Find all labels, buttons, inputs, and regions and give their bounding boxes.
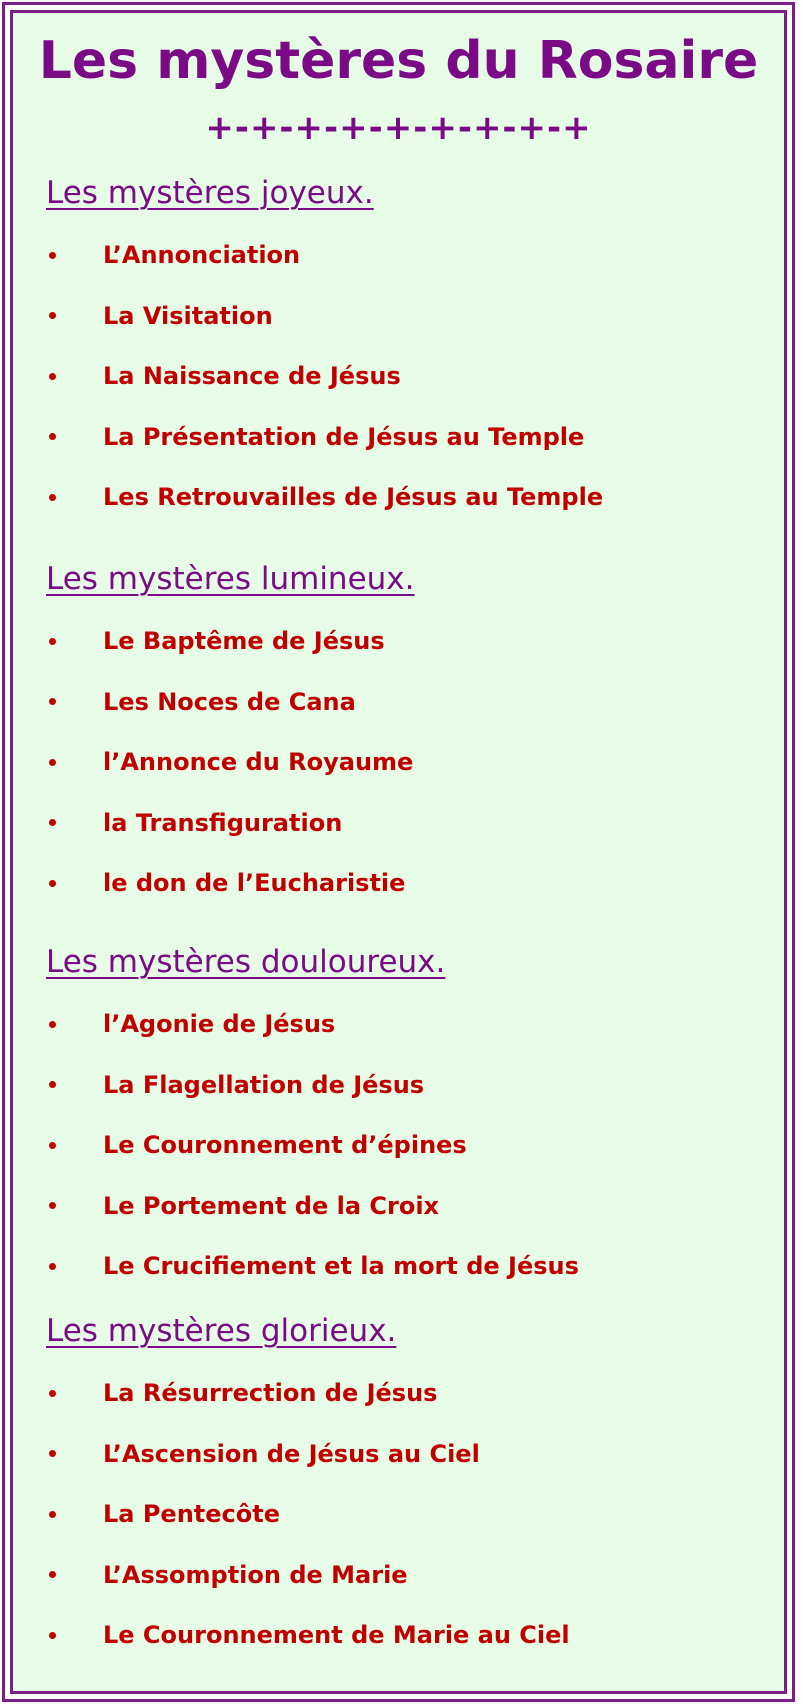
bullet-icon — [49, 1511, 56, 1518]
list-item-label: l’Agonie de Jésus — [103, 1010, 336, 1039]
list-item-label: La Naissance de Jésus — [103, 362, 401, 391]
list-item — [46, 1545, 764, 1606]
list-item — [46, 994, 764, 1055]
list-item-label: la Transfiguration — [103, 808, 343, 837]
bullet-icon — [49, 1202, 56, 1209]
list-item-label: La Résurrection de Jésus — [103, 1379, 438, 1408]
section-heading: Les mystères douloureux. — [46, 944, 446, 980]
bullet-icon — [49, 1021, 56, 1028]
bullet-icon — [49, 1450, 56, 1457]
bullet-icon — [49, 1390, 56, 1397]
page-title: Les mystères du Rosaire — [38, 31, 759, 91]
bullet-icon — [49, 698, 56, 705]
bullet-icon — [49, 880, 56, 887]
list-item — [46, 611, 764, 672]
list-item — [46, 1055, 764, 1116]
list-item-label: Le Couronnement d’épines — [103, 1131, 467, 1160]
list-item — [46, 672, 764, 733]
list-item — [46, 346, 764, 407]
list-item — [46, 286, 764, 347]
bullet-icon — [49, 1263, 56, 1270]
section-heading: Les mystères glorieux. — [46, 1313, 397, 1349]
list-item-label: Le Couronnement de Marie au Ciel — [103, 1621, 570, 1650]
section-glorious — [46, 1311, 764, 1666]
list-item — [46, 467, 764, 528]
list-item — [46, 732, 764, 793]
list-item — [46, 225, 764, 286]
list-item-label: L’Assomption de Marie — [103, 1560, 408, 1589]
bullet-icon — [49, 494, 56, 501]
bullet-icon — [49, 252, 56, 259]
list-item — [46, 793, 764, 854]
title-decoration: +-+-+-+-+-+-+-+-+ — [205, 108, 592, 148]
bullet-icon — [49, 1632, 56, 1639]
bullet-icon — [49, 759, 56, 766]
list-item-label: La Flagellation de Jésus — [103, 1070, 425, 1099]
list-item — [46, 1236, 764, 1297]
mystery-list — [46, 1363, 764, 1666]
mystery-list — [46, 994, 764, 1297]
section-joyful — [46, 173, 764, 528]
section-sorrowful — [46, 942, 764, 1297]
bullet-icon — [49, 433, 56, 440]
list-item-label: Les Noces de Cana — [103, 687, 356, 716]
list-item — [46, 1115, 764, 1176]
content-panel — [10, 10, 787, 1694]
list-item-label: La Visitation — [103, 301, 273, 330]
mystery-list — [46, 611, 764, 914]
list-item-label: L’Ascension de Jésus au Ciel — [103, 1439, 480, 1468]
section-heading: Les mystères lumineux. — [46, 561, 415, 597]
list-item-label: Le Crucifiement et la mort de Jésus — [103, 1252, 579, 1281]
list-item — [46, 1176, 764, 1237]
bullet-icon — [49, 638, 56, 645]
list-item — [46, 1363, 764, 1424]
list-item — [46, 407, 764, 468]
outer-border — [2, 2, 795, 1702]
list-item — [46, 853, 764, 914]
bullet-icon — [49, 1571, 56, 1578]
list-item-label: La Pentecôte — [103, 1500, 281, 1529]
list-item-label: L’Annonciation — [103, 241, 301, 270]
list-item-label: Le Portement de la Croix — [103, 1191, 440, 1220]
bullet-icon — [49, 819, 56, 826]
bullet-icon — [49, 1081, 56, 1088]
section-luminous — [46, 559, 764, 914]
mystery-list — [46, 225, 764, 528]
bullet-icon — [49, 1142, 56, 1149]
section-heading: Les mystères joyeux. — [46, 175, 374, 211]
list-item-label: La Présentation de Jésus au Temple — [103, 422, 585, 451]
list-item — [46, 1605, 764, 1666]
list-item — [46, 1424, 764, 1485]
list-item-label: le don de l’Eucharistie — [103, 869, 406, 898]
bullet-icon — [49, 312, 56, 319]
list-item — [46, 1484, 764, 1545]
list-item-label: Le Baptême de Jésus — [103, 627, 385, 656]
list-item-label: l’Annonce du Royaume — [103, 748, 414, 777]
bullet-icon — [49, 373, 56, 380]
list-item-label: Les Retrouvailles de Jésus au Temple — [103, 483, 604, 512]
